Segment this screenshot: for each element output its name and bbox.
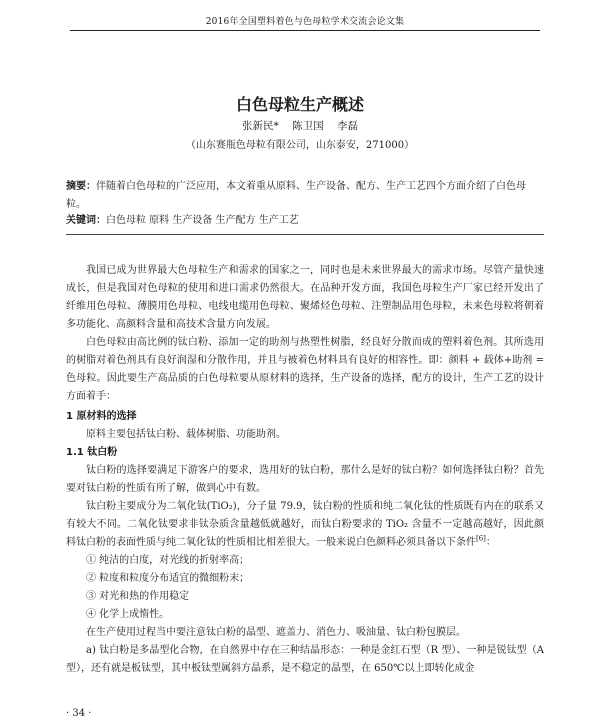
- body-text: [66, 262, 544, 678]
- keywords-block: [66, 212, 544, 230]
- abstract-block: [66, 178, 544, 214]
- section-heading-1: 1 原材料的选择: [66, 411, 137, 422]
- paragraph-definition: 白色母粒由高比例的钛白粉、添加一定的助剂与热塑性树脂，经良好分散而成的塑料着色剂。其所选用的树脂对着色剂具有良好润湿和分散作用，并且与被着色材料具有良好的相容性。即：颜料 + 载体+助剂 = 色母粒。因此要生产高品质的白色母粒要从原材料的选择，生产设备的选择，配方的设计，生产工艺的设计方面着手：: [66, 337, 544, 402]
- subsection-heading-1-1: 1.1 钛白粉: [66, 447, 118, 458]
- citation-ref: [6]: [476, 534, 486, 543]
- list-item: ① 纯洁的白度，对光线的折射率高；: [86, 555, 250, 566]
- keywords-label: 关键词：: [66, 215, 106, 226]
- list-item: ④ 化学上成惰性。: [86, 609, 170, 620]
- paragraph-crystal-forms: a) 钛白粉是多晶型化合物，在自然界中存在三种结晶形态：一种是金红石型（R 型）、一种是锐钛型（A 型），还有就是板钛型，其中板钛型属斜方晶系，是不稳定的晶型，在 650℃以上即转化成金: [66, 645, 544, 674]
- list-item: ② 粒度和粒度分布适宜的微细粉末；: [86, 573, 250, 584]
- paper-title: 白色母粒生产概述: [235, 95, 364, 114]
- paper-affiliation: （山东赛瓶色母粒有限公司，山东泰安，271000）: [185, 140, 415, 151]
- paragraph-intro: 我国已成为世界最大色母粒生产和需求的国家之一，同时也是未来世界最大的需求市场。尽管产量快速成长，但是我国对色母粒的使用和进口需求仍然很大。在品种开发方面，我国色母粒生产厂家已经开发出了纤维用色母粒、薄膜用色母粒、电线电缆用色母粒、聚烯烃色母粒、注塑制品用色母粒，未来色母粒将朝着多功能化、高颜料含量和高技术含量方向发展。: [66, 265, 544, 330]
- paragraph-tio2-properties-end: ：: [485, 537, 496, 548]
- paragraph-tio2-properties: [66, 498, 544, 552]
- section-divider: [66, 234, 544, 235]
- abstract-label: 摘要：: [66, 181, 96, 192]
- page-number: · 34 ·: [66, 708, 92, 719]
- paper-authors: 张新民* 陈卫国 李磊: [242, 120, 358, 132]
- list-item: ③ 对光和热的作用稳定: [86, 591, 190, 602]
- paragraph-tio2-selection: 钛白粉的选择要满足下游客户的要求，选用好的钛白粉，那什么是好的钛白粉？如何选择钛白粉？首先要对钛白粉的性质有所了解，做到心中有数。: [66, 465, 544, 494]
- running-header: 2016年全国塑料着色与色母粒学术交流会论文集: [205, 17, 405, 27]
- abstract-text: 伴随着白色母粒的广泛应用，本文着重从原料、生产设备、配方、生产工艺四个方面介绍了白色母粒。: [66, 181, 526, 210]
- paragraph-tio2-properties-text: 钛白粉主要成分为二氧化钛(TiO₂)，分子量 79.9，钛白粉的性质和纯二氧化钛的性质既有内在的联系又有较大不同。二氧化钛要求非钛杂质含量越低就越好，而钛白粉要求的 TiO₂ 含量不一定越高越好，因此颜料钛白粉的表面性质与纯二氧化钛的性质相比相差很大。一般来说白色颜料必须具备以下条件: [66, 501, 544, 548]
- paragraph-usage-notes: 在生产使用过程当中要注意钛白粉的晶型、遮盖力、消色力、吸油量、钛白粉包膜层。: [86, 627, 466, 638]
- header-rule: [70, 30, 540, 31]
- keywords-text: 白色母粒 原料 生产设备 生产配方 生产工艺: [106, 215, 299, 226]
- paragraph-materials: 原料主要包括钛白粉、载体树脂、功能助剂。: [86, 429, 286, 440]
